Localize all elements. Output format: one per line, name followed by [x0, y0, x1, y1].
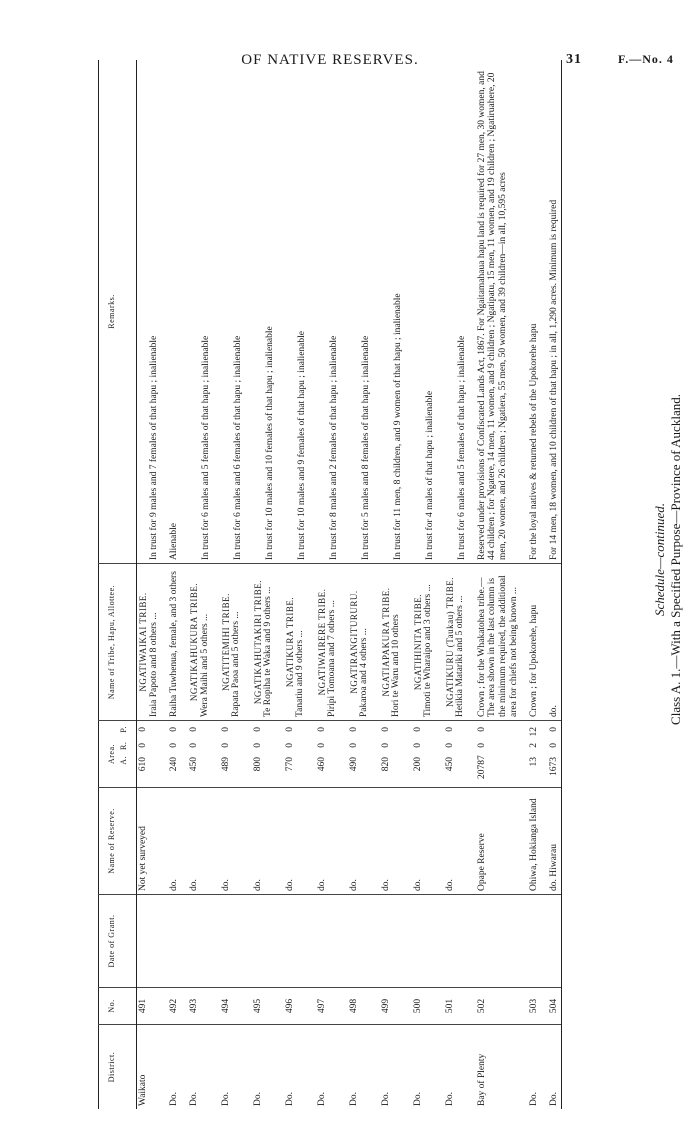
reserve-cell: do. — [373, 788, 405, 895]
page-number: 31 — [566, 52, 582, 67]
table-row — [373, 60, 405, 1109]
table-row — [341, 60, 373, 1109]
district-cell: Do. — [341, 1025, 373, 1110]
area-cell — [309, 721, 341, 788]
allottee-text: Crown ; for the Whakatohea tribe.— The area shown in the last column is the minimum required, the additional area for chiefs not being known ... — [476, 575, 520, 717]
date-cell — [181, 895, 213, 988]
reserve-cell: Opape Reserve — [469, 788, 522, 895]
allottee-text: Raiha Tuwhenua, female, and 3 others — [169, 571, 180, 717]
allottee-text: Hori te Waru and 10 others — [391, 614, 402, 717]
area-acres: 200 — [412, 757, 423, 772]
area-roods: 0 — [476, 743, 487, 748]
remarks-cell: Reserved under provisions of Confiscated Lands Act, 1867. For Ngaitamahaua hapu land is required for 27 men, 30 women, and 44 children ; for Ngatere, 14 men, 11 women, and 9 children ; Ngatipatu, 15 men, 11 women, and 19 children ; Ngatiruahere, 20 men, 20 women, and 26 children ; Ngatiera, 55 men, 50 women, and 39 children—in all, 10,595 acres — [476, 71, 509, 560]
area-roods: 0 — [316, 743, 327, 748]
area-perches: 0 — [444, 727, 455, 732]
area-acres: 460 — [316, 757, 327, 772]
area-cell — [277, 721, 309, 788]
date-cell — [309, 895, 341, 988]
tribe-cell — [341, 564, 373, 721]
reserve-cell: do. — [277, 788, 309, 895]
allottee-text: Rapata Paoa and 5 others ... — [231, 611, 242, 717]
date-cell — [437, 895, 469, 988]
table-row — [137, 60, 161, 1109]
tribe-cell — [469, 564, 522, 721]
remarks-cell: For 14 men, 18 women, and 10 children of that hapu ; in all, 1,290 acres. Minimum is required — [541, 60, 561, 564]
allottee-text: Pakaroa and 4 others ... — [359, 628, 370, 717]
area-roods: 0 — [138, 743, 149, 748]
allottee-text: Wera Maihi and 5 others ... — [199, 613, 210, 717]
allottee-text: Te Ropiha te Waka and 9 others ... — [263, 586, 274, 717]
area-roods: 0 — [189, 743, 200, 748]
district-cell: Do. — [213, 1025, 245, 1110]
number-cell: 496 — [277, 988, 309, 1025]
district-cell: Do. — [437, 1025, 469, 1110]
allottee-text: Hetikia Matariki and 5 others ... — [454, 595, 465, 717]
number-cell: 499 — [373, 988, 405, 1025]
table-body — [137, 60, 562, 1109]
allottee-text: Timoti te Wharaipo and 3 others ... — [423, 584, 434, 717]
area-perches: 0 — [221, 727, 232, 732]
area-acres: 490 — [348, 757, 359, 772]
reserve-cell: do. — [161, 788, 181, 895]
col-district: District. — [99, 1025, 137, 1110]
reserve-cell: Not yet surveyed — [137, 788, 161, 895]
tribe-cell — [137, 564, 161, 721]
number-cell: 501 — [437, 988, 469, 1025]
remarks-cell: For the loyal natives & returned rebels of the Upokorehe hapu — [529, 323, 540, 560]
area-cell — [373, 721, 405, 788]
table-row — [521, 60, 541, 1109]
area-cell — [245, 721, 277, 788]
area-cell — [405, 721, 437, 788]
tribe-heading: NGATIRANGITURURU. — [348, 590, 359, 694]
tribe-heading: NGATITEMIHI TRIBE. — [221, 593, 232, 691]
area-acres: 770 — [284, 757, 295, 772]
number-cell: 491 — [137, 988, 161, 1025]
date-cell — [521, 895, 541, 988]
table-row — [541, 60, 561, 1109]
area-cell — [181, 721, 213, 788]
col-area-p: P. — [119, 726, 129, 733]
district-cell: Do. — [245, 1025, 277, 1110]
allottee-text: do. — [549, 705, 560, 717]
tribe-heading: NGATIWAIRERE TRIBE. — [316, 588, 327, 696]
tribe-cell — [541, 564, 561, 721]
allottee-text: Piripi Tomoana and 7 others ... — [327, 600, 338, 717]
area-perches: 0 — [169, 727, 180, 732]
tribe-cell — [309, 564, 341, 721]
tribe-heading: NGATIKAHUTAKIRI TRIBE. — [253, 579, 264, 705]
remarks-cell: In trust for 6 males and 6 females of that hapu ; inalienable — [233, 335, 244, 560]
date-cell — [541, 895, 561, 988]
date-cell — [469, 895, 522, 988]
district-cell: Do. — [405, 1025, 437, 1110]
tribe-heading: NGATIKURU (Taukau) TRIBE. — [444, 577, 455, 707]
date-cell — [277, 895, 309, 988]
reserve-cell: do. Hiwarau — [541, 788, 561, 895]
date-cell — [161, 895, 181, 988]
area-acres: 610 — [138, 757, 149, 772]
table-row — [405, 60, 437, 1109]
remarks-cell: In trust for 8 males and 2 females of that hapu ; inalienable — [328, 335, 339, 560]
area-roods: 0 — [221, 743, 232, 748]
area-cell — [437, 721, 469, 788]
area-perches: 0 — [348, 727, 359, 732]
remarks-cell: In trust for 6 males and 5 females of that hapu ; inalienable — [456, 335, 467, 560]
allottee-text: Tanatiu and 9 others ... — [295, 630, 306, 717]
area-cell — [161, 721, 181, 788]
tribe-cell — [245, 564, 277, 721]
remarks-cell: In trust for 5 males and 8 females of that hapu ; inalienable — [360, 335, 371, 560]
col-date: Date of Grant. — [99, 895, 137, 988]
district-cell: Bay of Plenty — [469, 1025, 522, 1110]
date-cell — [245, 895, 277, 988]
district-cell: Do. — [541, 1025, 561, 1110]
number-cell: 497 — [309, 988, 341, 1025]
remarks-cell: In trust for 10 males and 9 females of that hapu ; inalienable — [296, 331, 307, 560]
col-reserve: Name of Reserve. — [99, 788, 137, 895]
col-area-a: A. — [119, 756, 129, 765]
area-roods: 0 — [549, 743, 560, 748]
area-cell — [341, 721, 373, 788]
reserve-cell: do. — [245, 788, 277, 895]
area-perches: 0 — [476, 727, 487, 732]
area-acres: 450 — [444, 757, 455, 772]
area-roods: 2 — [529, 743, 540, 748]
remarks-cell: In trust for 10 males and 10 females of that hapu ; inalienable — [265, 326, 276, 560]
table-row — [437, 60, 469, 1109]
tribe-cell — [521, 564, 541, 721]
col-no: No. — [99, 988, 137, 1025]
col-remarks: Remarks. — [99, 60, 137, 564]
area-roods: 0 — [380, 743, 391, 748]
area-perches: 0 — [316, 727, 327, 732]
table-header — [99, 60, 137, 1109]
table-row — [161, 60, 181, 1109]
col-tribe: Name of Tribe, Hapu, Allottee. — [99, 564, 137, 721]
number-cell: 504 — [541, 988, 561, 1025]
area-roods: 0 — [284, 743, 295, 748]
area-perches: 0 — [284, 727, 295, 732]
area-roods: 0 — [444, 743, 455, 748]
date-cell — [405, 895, 437, 988]
tribe-heading: NGATIWAIKAI TRIBE. — [138, 592, 149, 692]
reserve-cell: do. — [341, 788, 373, 895]
allottee-text: Iraia Papoto and 8 others ... — [148, 612, 159, 717]
col-area-r: R. — [119, 741, 129, 750]
district-cell: Do. — [521, 1025, 541, 1110]
area-acres: 1673 — [549, 757, 560, 776]
tribe-heading: NGATIHINITA TRIBE. — [412, 593, 423, 691]
number-cell: 502 — [469, 988, 522, 1025]
district-cell: Do. — [373, 1025, 405, 1110]
tribe-cell — [277, 564, 309, 721]
reserve-cell: do. — [181, 788, 213, 895]
area-perches: 0 — [189, 727, 200, 732]
tribe-cell — [437, 564, 469, 721]
number-cell: 503 — [521, 988, 541, 1025]
area-cell — [541, 721, 561, 788]
district-cell: Do. — [161, 1025, 181, 1110]
date-cell — [341, 895, 373, 988]
date-cell — [213, 895, 245, 988]
area-acres: 20787 — [476, 755, 487, 779]
reserve-cell: Ohiwa, Hokianga Island — [521, 788, 541, 895]
district-cell: Do. — [309, 1025, 341, 1110]
number-cell: 492 — [161, 988, 181, 1025]
reserve-cell: do. — [309, 788, 341, 895]
col-area — [99, 721, 137, 788]
tribe-cell — [213, 564, 245, 721]
tribe-cell — [181, 564, 213, 721]
table-row — [213, 60, 245, 1109]
area-cell — [521, 721, 541, 788]
reserves-table — [98, 60, 562, 1109]
district-cell: Do. — [181, 1025, 213, 1110]
area-cell — [137, 721, 161, 788]
area-perches: 0 — [380, 727, 391, 732]
district-cell: Waikato — [137, 1025, 161, 1110]
remarks-cell: In trust for 9 males and 7 females of that hapu ; inalienable — [149, 335, 160, 560]
number-cell: 500 — [405, 988, 437, 1025]
area-roods: 0 — [169, 743, 180, 748]
table-row — [469, 60, 522, 1109]
area-acres: 800 — [253, 757, 264, 772]
area-acres: 489 — [221, 757, 232, 772]
area-roods: 0 — [253, 743, 264, 748]
reserve-cell: do. — [437, 788, 469, 895]
number-cell: 495 — [245, 988, 277, 1025]
table-row — [245, 60, 277, 1109]
remarks-cell: Alienable — [169, 523, 180, 560]
area-roods: 0 — [412, 743, 423, 748]
page-title: OF NATIVE RESERVES. — [241, 52, 419, 68]
col-area-label: Area. — [107, 743, 116, 765]
tribe-heading: NGATIKURA TRIBE. — [284, 596, 295, 688]
date-cell — [137, 895, 161, 988]
tribe-heading: NGATIKAHUKURA TRIBE. — [189, 582, 200, 702]
area-roods: 0 — [348, 743, 359, 748]
area-perches: 0 — [253, 727, 264, 732]
table-row — [277, 60, 309, 1109]
area-perches: 0 — [412, 727, 423, 732]
area-cell — [213, 721, 245, 788]
number-cell: 493 — [181, 988, 213, 1025]
remarks-cell: In trust for 4 males of that hapu ; inalienable — [424, 390, 435, 560]
number-cell: 494 — [213, 988, 245, 1025]
schedule-title: Schedule—continued. — [652, 503, 667, 616]
area-perches: 0 — [138, 727, 149, 732]
area-acres: 240 — [169, 757, 180, 772]
area-cell — [469, 721, 522, 788]
remarks-cell: In trust for 11 men, 8 children, and 9 women of that hapu ; inalienable — [392, 293, 403, 560]
document-reference: F.—No. 4 — [618, 52, 674, 66]
reserve-cell: do. — [213, 788, 245, 895]
date-cell — [373, 895, 405, 988]
remarks-cell: In trust for 6 males and 5 females of that hapu ; inalienable — [201, 335, 212, 560]
area-acres: 450 — [189, 757, 200, 772]
allottee-text: Crown ; for Upokorehe, hapu — [529, 604, 540, 717]
tribe-cell — [405, 564, 437, 721]
tribe-cell — [161, 564, 181, 721]
area-perches: 12 — [529, 727, 540, 737]
table-row — [309, 60, 341, 1109]
number-cell: 498 — [341, 988, 373, 1025]
area-perches: 0 — [549, 727, 560, 732]
table-row — [181, 60, 213, 1109]
reserve-cell: do. — [405, 788, 437, 895]
class-heading: Class A. 1.—With a Specified Purpose—Province of Auckland. — [668, 394, 683, 725]
tribe-cell — [373, 564, 405, 721]
area-acres: 13 — [529, 757, 540, 767]
district-cell: Do. — [277, 1025, 309, 1110]
tribe-heading: NGATIAPAKURA TRIBE. — [380, 587, 391, 697]
area-acres: 820 — [380, 757, 391, 772]
